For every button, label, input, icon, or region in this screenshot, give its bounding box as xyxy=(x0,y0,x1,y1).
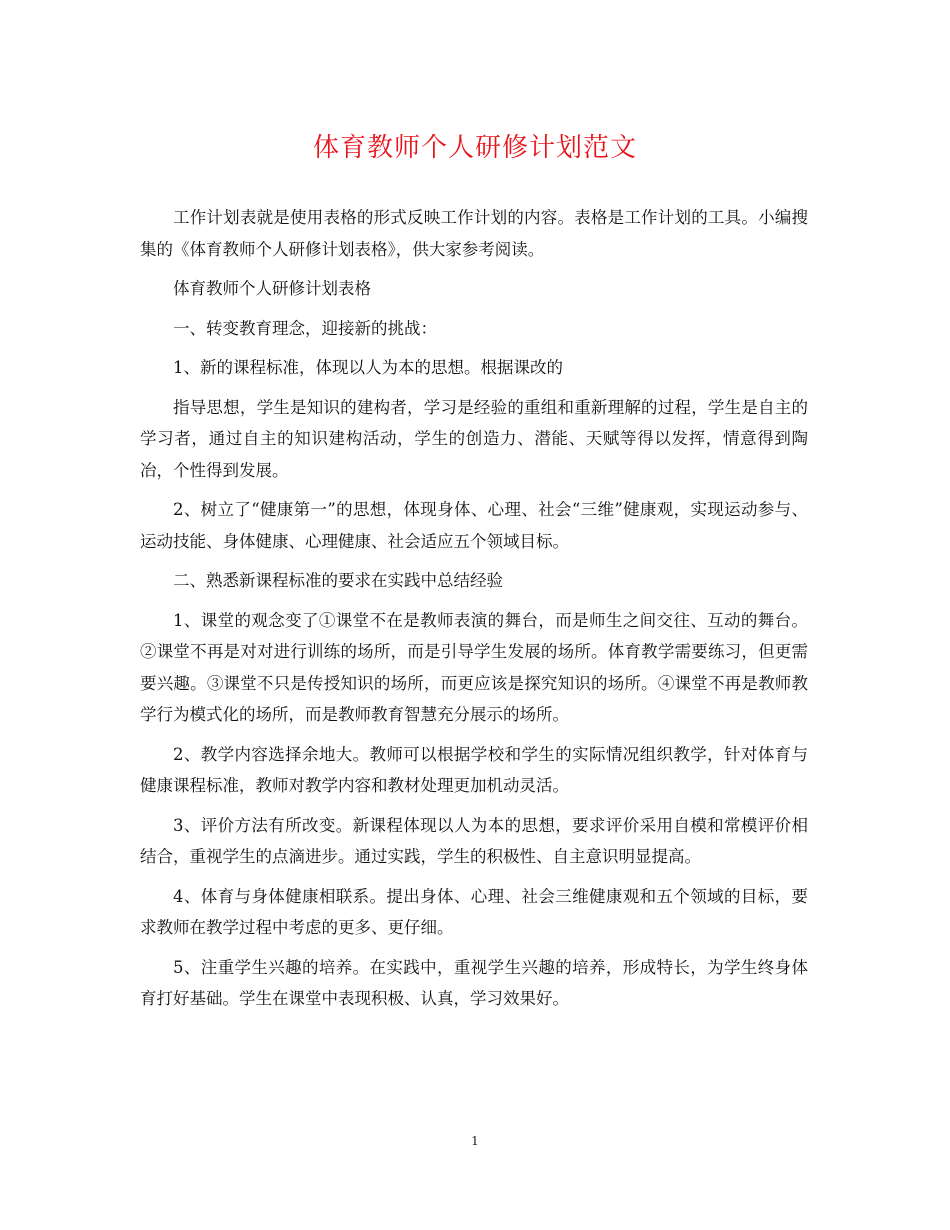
document-body xyxy=(140,202,808,1023)
paragraph-1-1: 1、新的课程标准，体现以人为本的思想。根据课改的 xyxy=(173,358,563,377)
paragraph-1-1-cont: 指导思想，学生是知识的建构者，学习是经验的重组和重新理解的过程，学生是自主的学习者，通过自主的知识建构活动，学生的创造力、潜能、天赋等得以发挥，情意得到陶冶，个性得到发展。 xyxy=(140,397,808,480)
section-heading-1: 一、转变教育理念，迎接新的挑战： xyxy=(173,318,437,338)
paragraph-2-5: 5、注重学生兴趣的培养。在实践中，重视学生兴趣的培养，形成特长，为学生终身体育打好基础。学生在课堂中表现积极、认真，学习效果好。 xyxy=(140,957,808,1008)
paragraph-table-title: 体育教师个人研修计划表格 xyxy=(173,279,371,298)
paragraph-2-2: 2、教学内容选择余地大。教师可以根据学校和学生的实际情况组织教学，针对体育与健康课程标准，教师对教学内容和教材处理更加机动灵活。 xyxy=(140,744,808,795)
document-title: 体育教师个人研修计划范文 xyxy=(312,133,637,163)
paragraph-intro: 工作计划表就是使用表格的形式反映工作计划的内容。表格是工作计划的工具。小编搜集的《体育教师个人研修计划表格》，供大家参考阅读。 xyxy=(140,208,808,259)
paragraph-1-2: 2、树立了“健康第一”的思想，体现身体、心理、社会“三维”健康观，实现运动参与、运动技能、身体健康、心理健康、社会适应五个领域目标。 xyxy=(140,500,808,551)
page-number: 1 xyxy=(471,1134,479,1148)
paragraph-2-4: 4、体育与身体健康相联系。提出身体、心理、社会三维健康观和五个领域的目标，要求教师在教学过程中考虑的更多、更仔细。 xyxy=(140,886,808,937)
paragraph-2-3: 3、评价方法有所改变。新课程体现以人为本的思想，要求评价采用自模和常模评价相结合，重视学生的点滴进步。通过实践，学生的积极性、自主意识明显提高。 xyxy=(140,815,808,866)
paragraph-2-1: 1、课堂的观念变了①课堂不在是教师表演的舞台，而是师生之间交往、互动的舞台。②课堂不再是对对进行训练的场所，而是引导学生发展的场所。体育教学需要练习，但更需要兴趣。③课堂不只是传授知识的场所，而更应该是探究知识的场所。④课堂不再是教师教学行为模式化的场所，而是教师教育智慧充分展示的场所。 xyxy=(140,610,808,724)
section-heading-2: 二、熟悉新课程标准的要求在实践中总结经验 xyxy=(173,571,503,590)
